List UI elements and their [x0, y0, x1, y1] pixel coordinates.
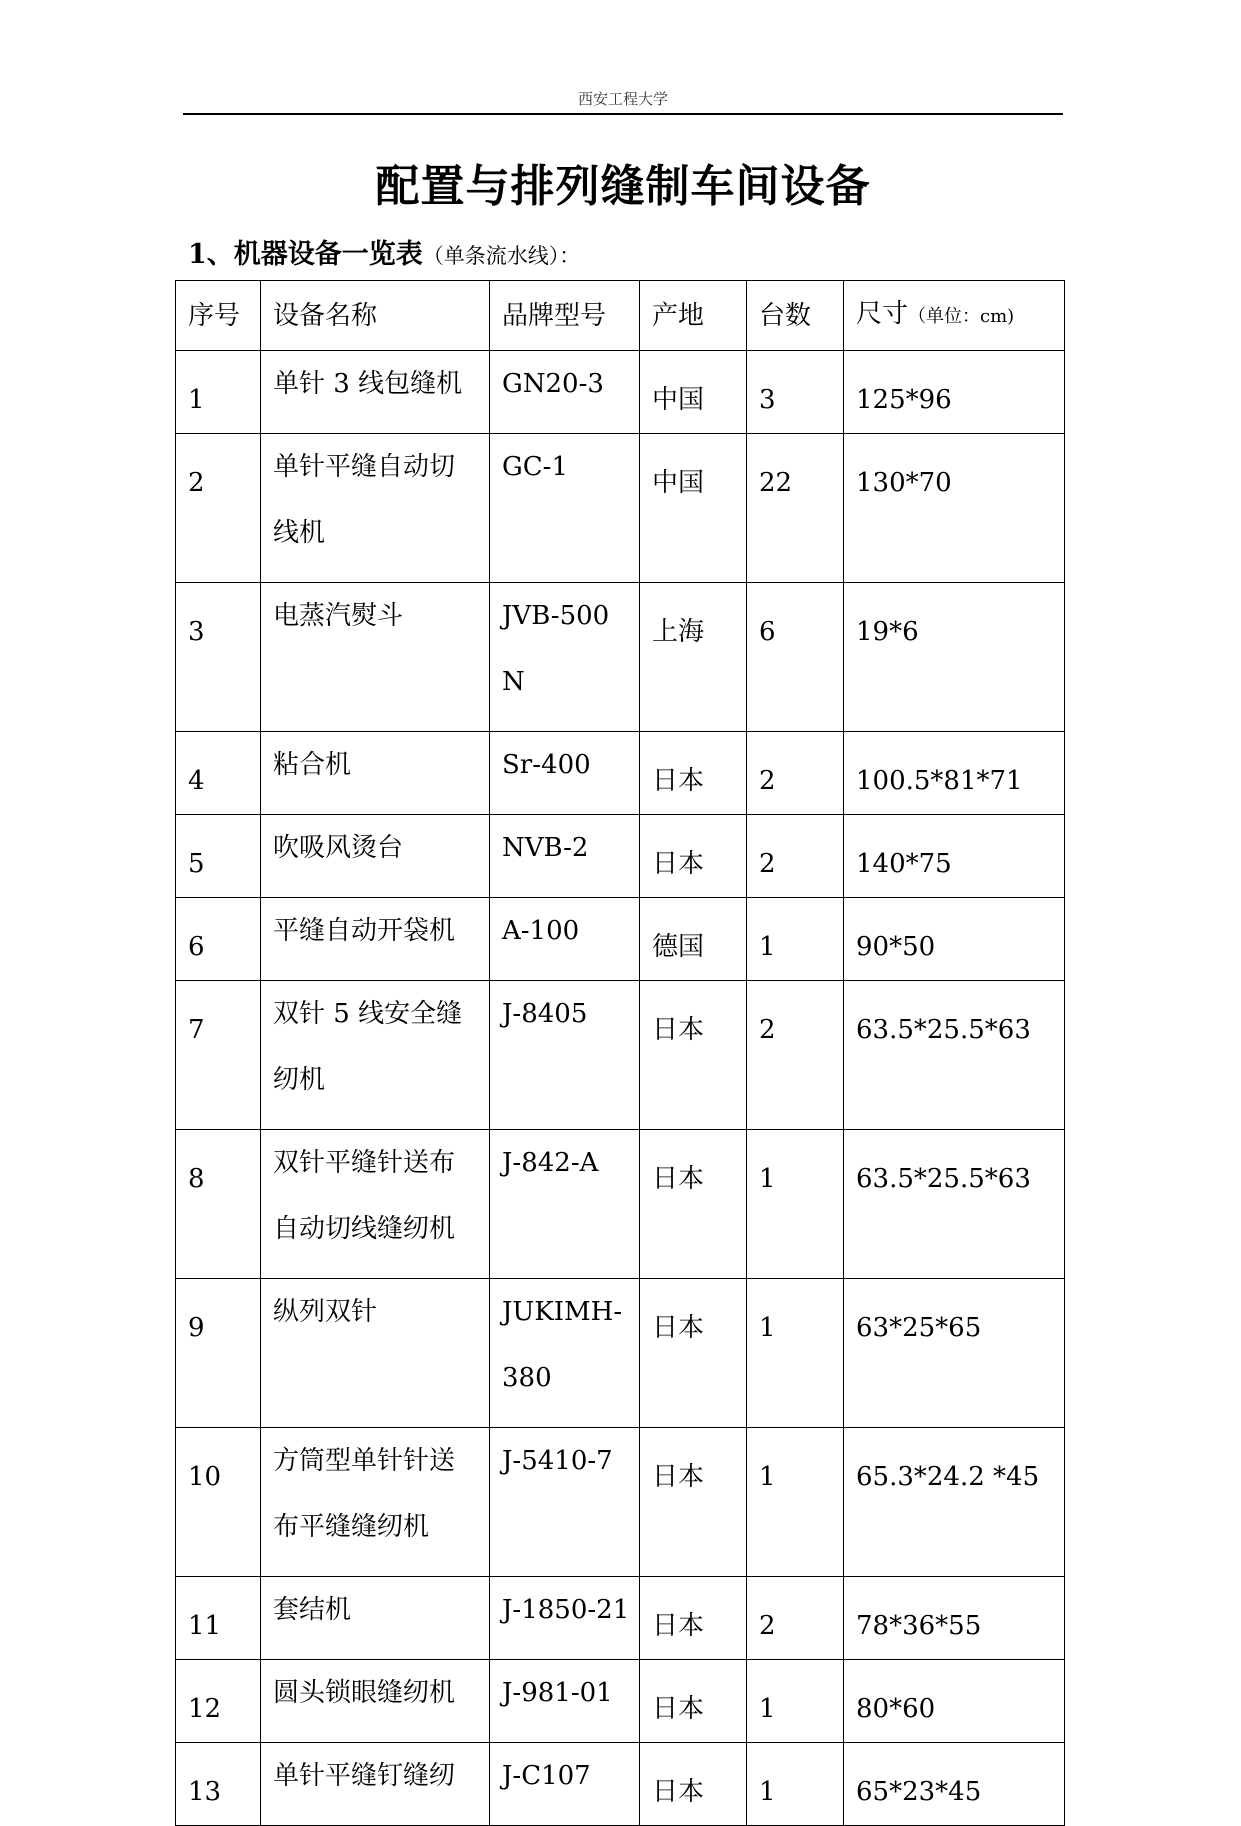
cell-model [490, 1660, 640, 1743]
cell-model [490, 1428, 640, 1577]
cell-model [490, 981, 640, 1130]
cell-name [261, 1428, 490, 1577]
table-header-row [176, 281, 1065, 351]
cell-count: 2 [747, 1577, 844, 1660]
cell-no: 3 [176, 583, 261, 732]
cell-name [261, 1743, 490, 1826]
cell-no: 6 [176, 898, 261, 981]
cell-name [261, 351, 490, 434]
cell-name [261, 732, 490, 815]
cell-name [261, 981, 490, 1130]
cell-size: 63.5*25.5*63 [844, 981, 1065, 1130]
cell-size: 100.5*81*71 [844, 732, 1065, 815]
cell-name-line: 套结机 [273, 1595, 352, 1625]
header-name: 设备名称 [261, 281, 490, 351]
cell-no: 10 [176, 1428, 261, 1577]
cell-no: 5 [176, 815, 261, 898]
cell-count: 1 [747, 1660, 844, 1743]
table-row [176, 1743, 1065, 1826]
cell-model-line: JUKIMH- [502, 1297, 623, 1327]
cell-origin: 中国 [640, 351, 747, 434]
cell-size: 90*50 [844, 898, 1065, 981]
cell-name-line: 吹吸风烫台 [273, 833, 404, 863]
table-row [176, 1577, 1065, 1660]
cell-model-line: A-100 [502, 916, 580, 946]
header-no: 序号 [176, 281, 261, 351]
cell-size: 19*6 [844, 583, 1065, 732]
cell-no: 8 [176, 1130, 261, 1279]
table-row [176, 351, 1065, 434]
table-row [176, 1130, 1065, 1279]
header-count: 台数 [747, 281, 844, 351]
cell-origin: 日本 [640, 815, 747, 898]
cell-count: 22 [747, 434, 844, 583]
cell-name [261, 815, 490, 898]
cell-origin: 日本 [640, 1577, 747, 1660]
page-title: 配置与排列缝制车间设备 [375, 161, 871, 212]
cell-origin: 日本 [640, 981, 747, 1130]
table-row [176, 1660, 1065, 1743]
cell-origin: 中国 [640, 434, 747, 583]
cell-origin: 日本 [640, 1130, 747, 1279]
cell-count: 3 [747, 351, 844, 434]
cell-origin: 日本 [640, 1279, 747, 1428]
table-row [176, 732, 1065, 815]
cell-name-line: 电蒸汽熨斗 [273, 601, 404, 631]
cell-model-line: Sr-400 [502, 750, 591, 780]
cell-no: 7 [176, 981, 261, 1130]
header-size-unit: （单位：cm) [908, 306, 1015, 327]
cell-model-line: J-8405 [502, 999, 588, 1029]
cell-no: 11 [176, 1577, 261, 1660]
cell-no: 13 [176, 1743, 261, 1826]
cell-name-line: 线机 [273, 518, 326, 548]
cell-origin: 日本 [640, 1428, 747, 1577]
cell-size: 63*25*65 [844, 1279, 1065, 1428]
table-row [176, 898, 1065, 981]
cell-name [261, 1279, 490, 1428]
cell-origin: 上海 [640, 583, 747, 732]
cell-name-line: 双针 5 线安全缝 [273, 999, 463, 1029]
cell-name-line: 单针 3 线包缝机 [273, 369, 463, 399]
header-origin: 产地 [640, 281, 747, 351]
table-row [176, 1428, 1065, 1577]
equipment-table [175, 280, 1065, 1826]
cell-name [261, 1660, 490, 1743]
cell-name [261, 898, 490, 981]
cell-model [490, 434, 640, 583]
table-row [176, 815, 1065, 898]
cell-name-line: 布平缝缝纫机 [273, 1512, 430, 1542]
cell-origin: 日本 [640, 732, 747, 815]
table-row [176, 583, 1065, 732]
cell-no: 1 [176, 351, 261, 434]
cell-model [490, 583, 640, 732]
cell-name-line: 双针平缝针送布 [273, 1148, 456, 1178]
cell-model [490, 1279, 640, 1428]
cell-model [490, 1130, 640, 1279]
header-model: 品牌型号 [490, 281, 640, 351]
cell-name-line: 圆头锁眼缝纫机 [273, 1678, 456, 1708]
cell-origin: 日本 [640, 1660, 747, 1743]
cell-count: 1 [747, 1428, 844, 1577]
cell-model [490, 1743, 640, 1826]
cell-model [490, 732, 640, 815]
cell-size: 130*70 [844, 434, 1065, 583]
table-row [176, 1279, 1065, 1428]
table-body [176, 351, 1065, 1826]
section-heading [188, 232, 580, 271]
cell-model-line: J-C107 [502, 1761, 591, 1791]
cell-count: 2 [747, 732, 844, 815]
cell-model [490, 898, 640, 981]
cell-model-line: GN20-3 [502, 369, 604, 399]
cell-name-line: 粘合机 [273, 750, 352, 780]
header-rule [183, 113, 1063, 115]
cell-model-line: GC-1 [502, 452, 568, 482]
cell-size: 80*60 [844, 1660, 1065, 1743]
cell-model-line: NVB-2 [502, 833, 589, 863]
cell-size: 140*75 [844, 815, 1065, 898]
cell-model [490, 351, 640, 434]
cell-model-line: J-1850-21 [502, 1595, 630, 1625]
cell-model [490, 815, 640, 898]
cell-count: 2 [747, 981, 844, 1130]
cell-model-line: N [502, 667, 525, 697]
cell-origin: 德国 [640, 898, 747, 981]
running-header: 西安工程大学 [577, 90, 668, 108]
cell-count: 2 [747, 815, 844, 898]
cell-no: 12 [176, 1660, 261, 1743]
cell-model-line: JVB-500 [502, 601, 610, 631]
cell-size: 65*23*45 [844, 1743, 1065, 1826]
cell-count: 1 [747, 1130, 844, 1279]
cell-name [261, 434, 490, 583]
cell-count: 1 [747, 1279, 844, 1428]
cell-no: 4 [176, 732, 261, 815]
cell-count: 1 [747, 898, 844, 981]
cell-model-line: J-981-01 [502, 1678, 613, 1708]
cell-size: 63.5*25.5*63 [844, 1130, 1065, 1279]
cell-name-line: 方筒型单针针送 [273, 1446, 456, 1476]
cell-model-line: J-5410-7 [502, 1446, 613, 1476]
cell-size: 78*36*55 [844, 1577, 1065, 1660]
cell-size: 125*96 [844, 351, 1065, 434]
cell-name-line: 纵列双针 [273, 1297, 378, 1327]
cell-count: 6 [747, 583, 844, 732]
cell-size: 65.3*24.2 *45 [844, 1428, 1065, 1577]
cell-origin: 日本 [640, 1743, 747, 1826]
cell-name-line: 单针平缝钉缝纫 [273, 1761, 456, 1791]
table-row [176, 434, 1065, 583]
table-row [176, 981, 1065, 1130]
cell-name-line: 平缝自动开袋机 [273, 916, 456, 946]
cell-no: 2 [176, 434, 261, 583]
cell-name-line: 自动切线缝纫机 [273, 1214, 456, 1244]
section-note: （单条流水线）： [422, 244, 581, 268]
cell-model-line: 380 [502, 1363, 552, 1393]
cell-name [261, 1577, 490, 1660]
cell-name-line: 纫机 [273, 1065, 326, 1095]
cell-model [490, 1577, 640, 1660]
cell-name [261, 583, 490, 732]
section-heading-text: 1、机器设备一览表 [188, 239, 423, 270]
cell-count: 1 [747, 1743, 844, 1826]
cell-no: 9 [176, 1279, 261, 1428]
cell-model-line: J-842-A [502, 1148, 599, 1178]
header-size [844, 281, 1065, 351]
header-size-label: 尺寸 [856, 299, 909, 329]
cell-name [261, 1130, 490, 1279]
cell-name-line: 单针平缝自动切 [273, 452, 456, 482]
